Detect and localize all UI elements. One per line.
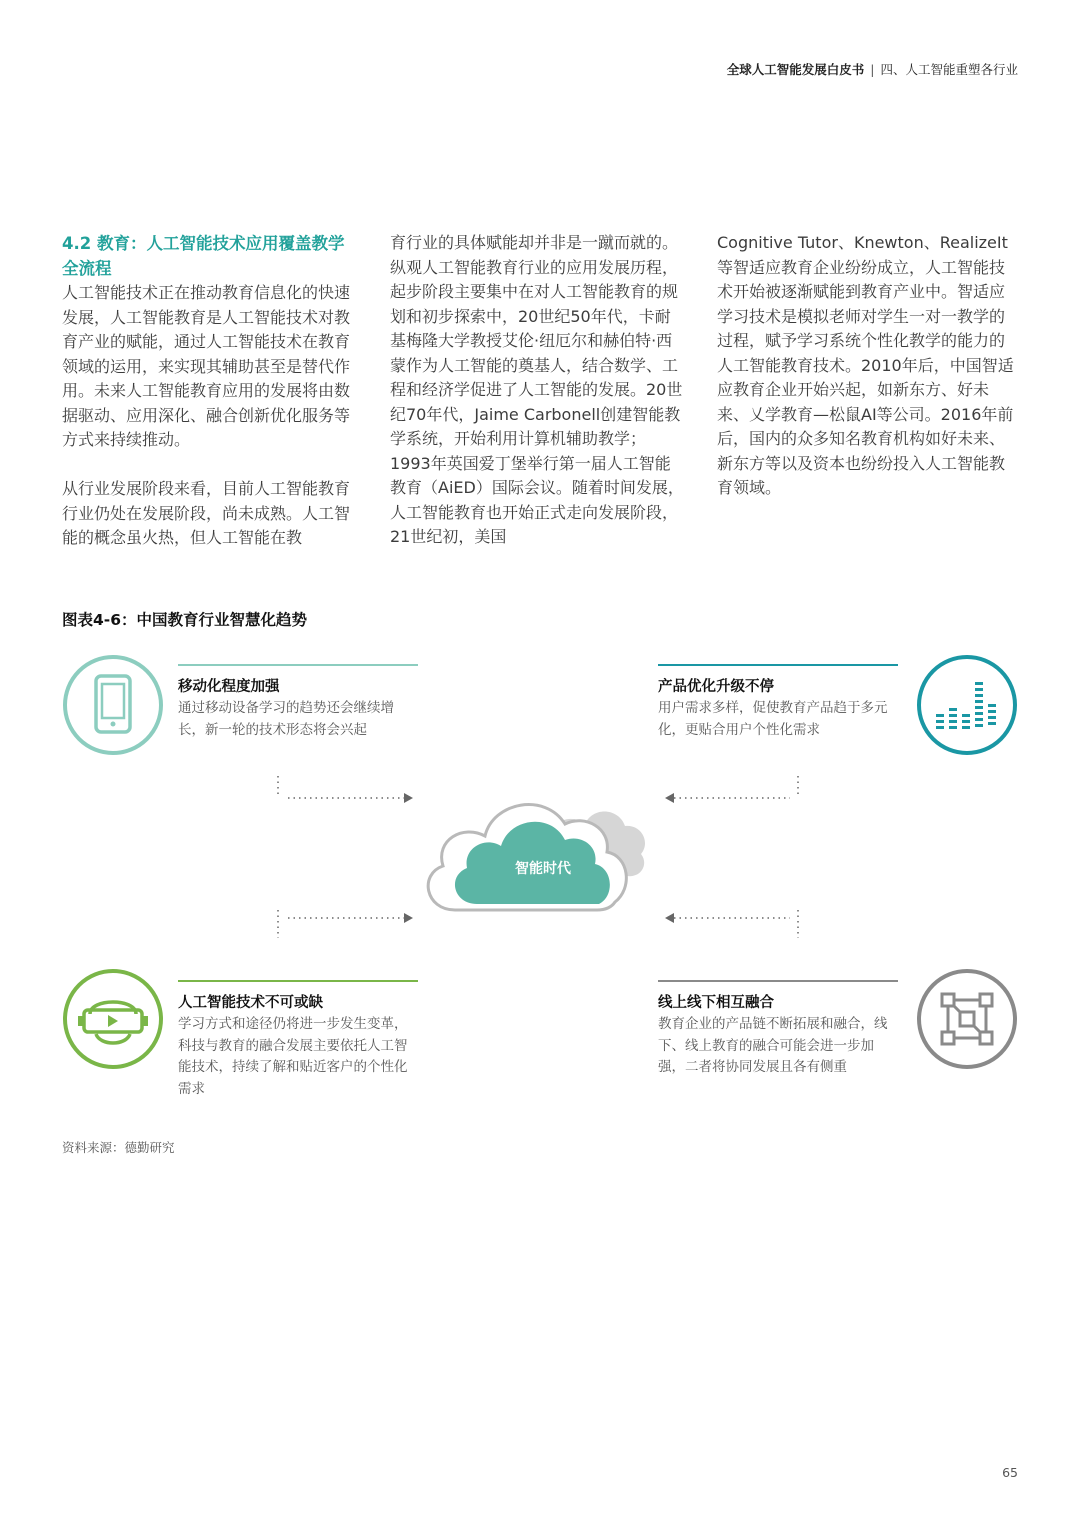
paragraph-2-part-3: Cognitive Tutor、Knewton、RealizeIt等智适应教育企业纷纷成立，人工智能技术开始被逐渐赋能到教育产业中。智适应学习技术是模拟老师对学生一对一教学的过程，赋予学习系统个性化教学的能力的人工智能教育技术。2010年后，中国智适应教育企业开始兴起，如新东方、好未来、乂学教育—松鼠AI等公司。2016年前后，国内的众多知名教育机构如好未来、新东方等以及资本也纷纷投入人工智能教育领域。 [717, 233, 1014, 497]
running-header [727, 60, 1018, 78]
header-separator: | [870, 62, 875, 77]
trend-title: 产品优化升级不停 [658, 679, 774, 695]
chapter-title: 四、人工智能重塑各行业 [880, 62, 1018, 77]
page-number: 65 [1002, 1465, 1018, 1480]
arrowhead-top-left [404, 793, 413, 803]
trend-rule [178, 664, 418, 666]
left-arrows [270, 770, 420, 940]
trend-desc: 教育企业的产品链不断拓展和融合，线下、线上教育的融合可能会进一步加强，二者将协同发展且各有侧重 [658, 1016, 888, 1075]
source-note: 资料来源：德勤研究 [62, 1140, 175, 1155]
mobile-phone-icon [60, 652, 166, 758]
trend-rule [658, 664, 898, 666]
trend-ai [178, 980, 418, 1100]
arrowhead-bottom-right [665, 913, 674, 923]
trend-title: 移动化程度加强 [178, 679, 280, 695]
report-title: 全球人工智能发展白皮书 [726, 62, 865, 77]
trend-online-offline [658, 980, 898, 1079]
paragraph-2-part-2: 育行业的具体赋能却并非是一蹴而就的。纵观人工智能教育行业的应用发展历程，起步阶段主要集中在对人工智能教育的规划和初步探索中，20世纪50年代，卡耐基梅隆大学教授艾伦·纽厄尔和赫伯特·西蒙作为人工智能的奠基人，结合数学、工程和经济学促进了人工智能的发展。20世纪70年代，Jaime Carbonell创建智能教学系统，开始利用计算机辅助教学；1993年英国爱丁堡举行第一届人工智能教育（AiED）国际会议。随着时间发展，人工智能教育也开始正式走向发展阶段，21世纪初，美国 [390, 233, 684, 546]
section-title: 4.2 教育：人工智能技术应用覆盖教学全流程 [62, 234, 345, 278]
text-column-2 [390, 231, 686, 550]
trend-title: 人工智能技术不可或缺 [178, 995, 323, 1011]
paragraph-2-part-1: 从行业发展阶段来看，目前人工智能教育行业仍处在发展阶段，尚未成熟。人工智能的概念虽火热，但人工智能在教 [62, 479, 351, 547]
figure-title: 图表4-6：中国教育行业智慧化趋势 [62, 611, 308, 629]
vr-headset-icon [60, 966, 166, 1072]
text-column-3 [717, 231, 1020, 501]
trend-desc: 通过移动设备学习的趋势还会继续增长，新一轮的技术形态将会兴起 [178, 700, 394, 738]
trend-desc: 学习方式和途径仍将进一步发生变革，科技与教育的融合发展主要依托人工智能技术，持续了解和贴近客户的个性化需求 [178, 1016, 408, 1097]
center-label: 智能时代 [515, 861, 571, 877]
trend-desc: 用户需求多样，促使教育产品趋于多元化，更贴合用户个性化需求 [658, 700, 888, 738]
center-cloud [415, 778, 650, 918]
network-nodes-icon [914, 966, 1020, 1072]
trend-product [658, 664, 898, 741]
text-column-1 [62, 231, 358, 551]
equalizer-bars-icon [914, 652, 1020, 758]
trend-title: 线上线下相互融合 [658, 995, 774, 1011]
trend-rule [658, 980, 898, 982]
arrowhead-top-right [665, 793, 674, 803]
right-arrows [658, 770, 808, 940]
paragraph-1: 人工智能技术正在推动教育信息化的快速发展，人工智能教育是人工智能技术对教育产业的赋能，通过人工智能技术在教育领域的运用，来实现其辅助甚至是替代作用。未来人工智能教育应用的发展将由数据驱动、应用深化、融合创新优化服务等方式来持续推动。 [62, 283, 351, 449]
trend-mobile [178, 664, 418, 741]
arrowhead-bottom-left [404, 913, 413, 923]
trend-rule [178, 980, 418, 982]
